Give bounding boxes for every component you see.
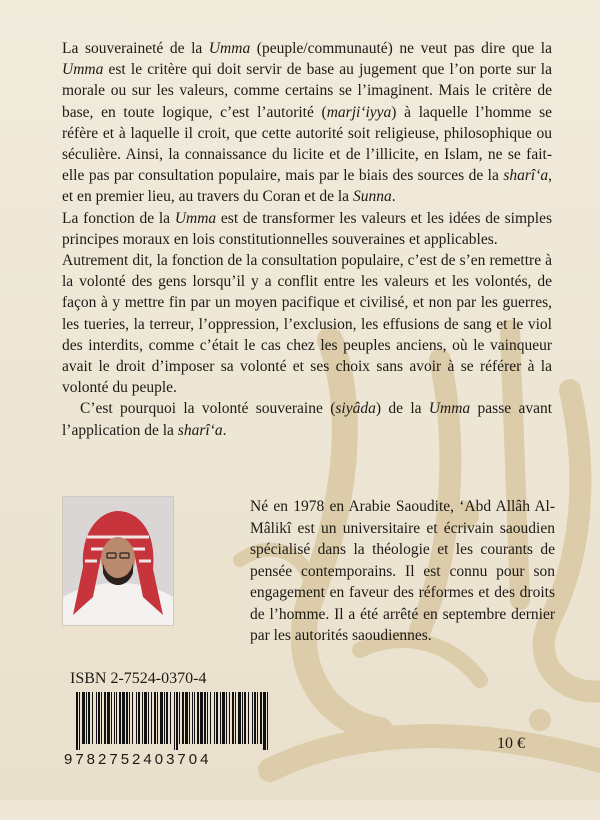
main-text-block (62, 38, 552, 441)
barcode-number: 9782752403704 (64, 751, 212, 768)
barcode-image (74, 692, 274, 750)
isbn-label: ISBN 2-7524-0370-4 (70, 670, 207, 687)
paragraph-3: Autrement dit, la fonction de la consultation populaire, c’est de s’en remettre à la volonté des gens lorsqu’il y a conflit entre les valeurs et les volontés, de façon à y mettre fin par un moyen pacifique et civilisé, et non par les guerres, les tueries, la terreur, l’oppression, l’exclusion, les effusions de sang et le viol des interdits, comme c’était le cas chez les peuples anciens, où le vainqueur avait le droit d’imposer sa volonté et ses choix sans avoir à se référer à la volonté du peuple. (62, 252, 552, 397)
author-bio: Né en 1978 en Arabie Saoudite, ‘Abd Allâh Al-Mâlikî est un universitaire et écrivain saoudien spécialisé dans la théologie et les courants de pensée contemporains. Il est connu pour son engagement en faveur des réformes et des droits de l’homme. Il a été arrêté en septembre dernier par les autorités saoudiennes. (250, 498, 555, 644)
price-label: 10 € (497, 735, 525, 752)
paragraph-4: C’est pourquoi la volonté souveraine (siyâda) de la Umma passe avant l’application de la sharî‘a. (62, 400, 553, 439)
author-photo (62, 496, 174, 626)
author-portrait-image (63, 497, 173, 625)
paragraph-2: La fonction de la Umma est de transformer les valeurs et les idées de simples principes moraux en lois constitutionnelles souveraines et applicables. (62, 209, 552, 248)
paragraph-1: La souveraineté de la Umma (peuple/communauté) ne veut pas dire que la Umma est le critère qui doit servir de base au jugement que l’on porte sur la morale ou sur les valeurs, comme certains se l’imaginent. Mais le critère de base, en toute logique, c’est l’autorité (marji‘iyya) à laquelle l’homme se réfère et à laquelle il croit, que cette autorité soit religieuse, philosophique ou séculière. Ainsi, la connaissance du licite et de l’illicite, en Islam, ne se fait-elle pas par consultation populaire, mais par le biais des sources de la sharî‘a, et en premier lieu, au travers du Coran et de la Sunna. (62, 40, 552, 206)
author-section (62, 496, 562, 646)
